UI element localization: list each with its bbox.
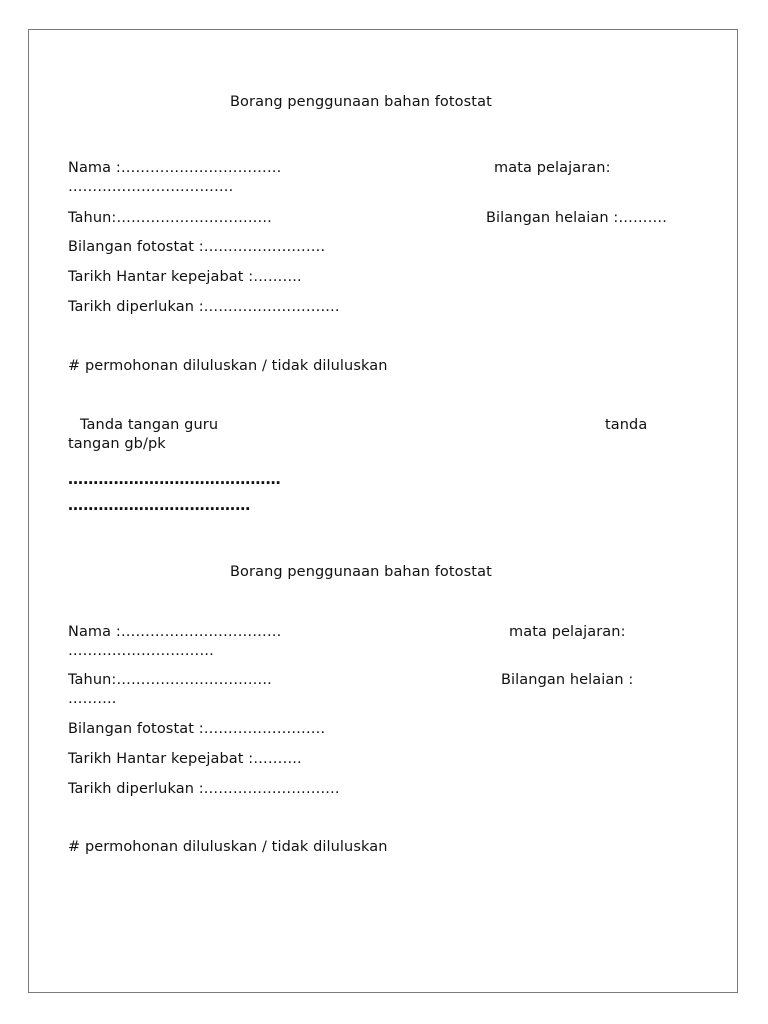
form1-bilangan-helaian-field: Bilangan helaian :………. bbox=[486, 210, 667, 226]
form2-mata-pelajaran-dots: ………………………… bbox=[68, 643, 214, 659]
form1-bilangan-fotostat-field: Bilangan fotostat :……………………. bbox=[68, 239, 326, 255]
form2-tarikh-hantar-field: Tarikh Hantar kepejabat :………. bbox=[68, 751, 302, 767]
form1-permohonan-text: # permohonan diluluskan / tidak diluluskan bbox=[68, 358, 388, 374]
form1-signature-line-guru: …………………………………… bbox=[68, 470, 281, 488]
form2-bilangan-helaian-label: Bilangan helaian : bbox=[501, 672, 634, 688]
form1-tanda-label: tanda bbox=[605, 417, 648, 433]
form1-nama-field: Nama :…………………………… bbox=[68, 160, 282, 176]
form1-tahun-field: Tahun:………………………….. bbox=[68, 210, 272, 226]
form1-title: Borang penggunaan bahan fotostat bbox=[230, 94, 492, 110]
form1-tanda-tangan-guru-label: Tanda tangan guru bbox=[80, 417, 219, 433]
form2-tarikh-diperlukan-field: Tarikh diperlukan :…………………….… bbox=[68, 781, 340, 797]
form2-nama-field: Nama :…………………………… bbox=[68, 624, 282, 640]
form1-mata-pelajaran-label: mata pelajaran: bbox=[494, 160, 611, 176]
form2-bilangan-fotostat-field: Bilangan fotostat :……………………. bbox=[68, 721, 326, 737]
form2-title: Borang penggunaan bahan fotostat bbox=[230, 564, 492, 580]
form2-permohonan-text: # permohonan diluluskan / tidak diluluskan bbox=[68, 839, 388, 855]
form2-bilangan-helaian-dots: ………. bbox=[68, 691, 117, 707]
form1-tarikh-hantar-field: Tarikh Hantar kepejabat :………. bbox=[68, 269, 302, 285]
form2-tahun-field: Tahun:………………………….. bbox=[68, 672, 272, 688]
form1-mata-pelajaran-dots: ……………………………. bbox=[68, 179, 234, 195]
form1-tarikh-diperlukan-field: Tarikh diperlukan :…………………….… bbox=[68, 299, 340, 315]
form1-signature-line-gb-pk: ……………………………… bbox=[68, 496, 251, 514]
form1-tangan-gb-pk-label: tangan gb/pk bbox=[68, 436, 166, 452]
form2-mata-pelajaran-label: mata pelajaran: bbox=[509, 624, 626, 640]
document-page bbox=[28, 29, 738, 993]
